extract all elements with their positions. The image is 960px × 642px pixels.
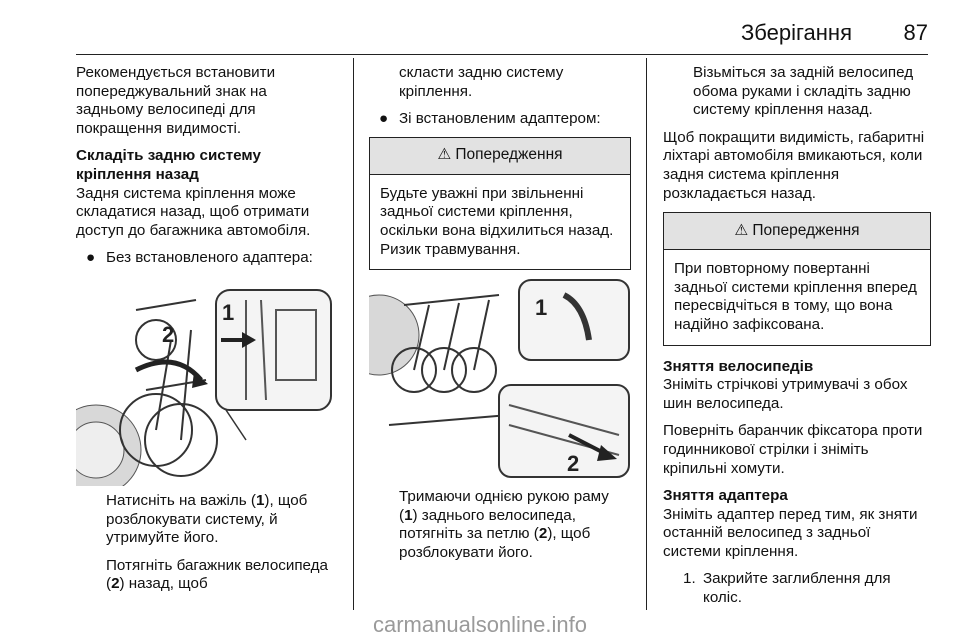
turn-knob-text: Поверніть баранчик фіксатора проти годинникової стрілки і зніміть кріпильні хомути. xyxy=(663,422,923,477)
caption-pull-carrier: Потягніть багажник велосипеда (2) назад, щоб xyxy=(106,556,328,593)
section-heading-fold: Складіть задню систему кріплення назад xyxy=(76,147,261,183)
figure-label-1: 1 xyxy=(222,300,235,325)
continued-text: Візьміться за задній велосипед обома руками і складіть задню систему кріплення назад. xyxy=(693,64,914,119)
warning-box-lock xyxy=(663,212,931,345)
page-number: 87 xyxy=(903,20,928,45)
page-header xyxy=(76,14,928,54)
remove-straps-text: Зніміть стрічкові утримувачі з обох шин велосипеда. xyxy=(663,376,908,412)
column-1-captions xyxy=(106,492,338,603)
visibility-text: Щоб покращити видимість, габаритні ліхтарі автомобіля вмикаються, коли задня система кріплення розкладається назад. xyxy=(663,128,925,202)
list-text: Закрийте заглиблення для коліс. xyxy=(703,570,891,607)
column-divider-1 xyxy=(353,58,354,610)
bullet-no-adapter xyxy=(76,249,338,268)
column-divider-2 xyxy=(646,58,647,610)
intro-text: Рекомендується встановити попереджувальний знак на задньому велосипеді для покращення видимості. xyxy=(76,64,276,137)
section-heading-remove-bikes: Зняття велосипедів xyxy=(663,357,814,375)
warning-icon: ⚠ xyxy=(734,221,749,239)
column-3 xyxy=(663,64,931,608)
column-2-caption xyxy=(399,488,631,571)
bullet-dot: ● xyxy=(379,110,389,128)
figure-bike-carrier-lever xyxy=(76,280,338,486)
caption-press-lever: Натисніть на важіль (1), щоб розблокувати систему, й утримуйте його. xyxy=(106,492,308,547)
column-1 xyxy=(76,64,338,276)
figure-label-1: 1 xyxy=(535,295,548,320)
header-rule xyxy=(76,54,928,55)
page-title: Зберігання xyxy=(741,20,852,45)
warning-header xyxy=(664,213,930,250)
warning-text: При повторному повертанні задньої системи кріплення вперед пересвідчіться в тому, що вона надійно зафіксована. xyxy=(674,260,917,333)
column-2 xyxy=(369,64,631,282)
warning-text: Будьте уважні при звільненні задньої системи кріплення, оскільки вона відхилиться назад. Ризик травмування. xyxy=(380,184,614,258)
figure-adapter-release xyxy=(369,275,631,481)
list-item xyxy=(663,570,931,607)
bullet-text: Зі встановленим адаптером: xyxy=(399,110,601,128)
section-heading-remove-adapter: Зняття адаптера xyxy=(663,487,788,505)
warning-box-release xyxy=(369,137,631,270)
caption-hold-frame: Тримаючи однією рукою раму (1) заднього велосипеда, потягніть за петлю (2), щоб розблокувати його. xyxy=(399,488,609,561)
bullet-with-adapter xyxy=(369,110,631,129)
warning-icon: ⚠ xyxy=(437,146,452,164)
continued-text: скласти задню систему кріплення. xyxy=(399,64,564,100)
figure-label-2: 2 xyxy=(567,451,580,476)
bullet-dot: ● xyxy=(86,249,96,267)
remove-adapter-text: Зніміть адаптер перед тим, як зняти останній велосипед з задньої системи кріплення. xyxy=(663,505,918,560)
watermark: carmanualsonline.info xyxy=(372,612,588,637)
bullet-text: Без встановленого адаптера: xyxy=(106,249,313,267)
warning-header xyxy=(370,138,630,175)
list-number: 1. xyxy=(683,570,696,588)
warning-title: Попередження xyxy=(455,146,563,164)
fold-description: Задня система кріплення може складатися назад, щоб отримати доступ до багажника автомобіля. xyxy=(76,184,311,239)
figure-label-2: 2 xyxy=(162,322,175,347)
warning-title: Попередження xyxy=(752,221,860,239)
